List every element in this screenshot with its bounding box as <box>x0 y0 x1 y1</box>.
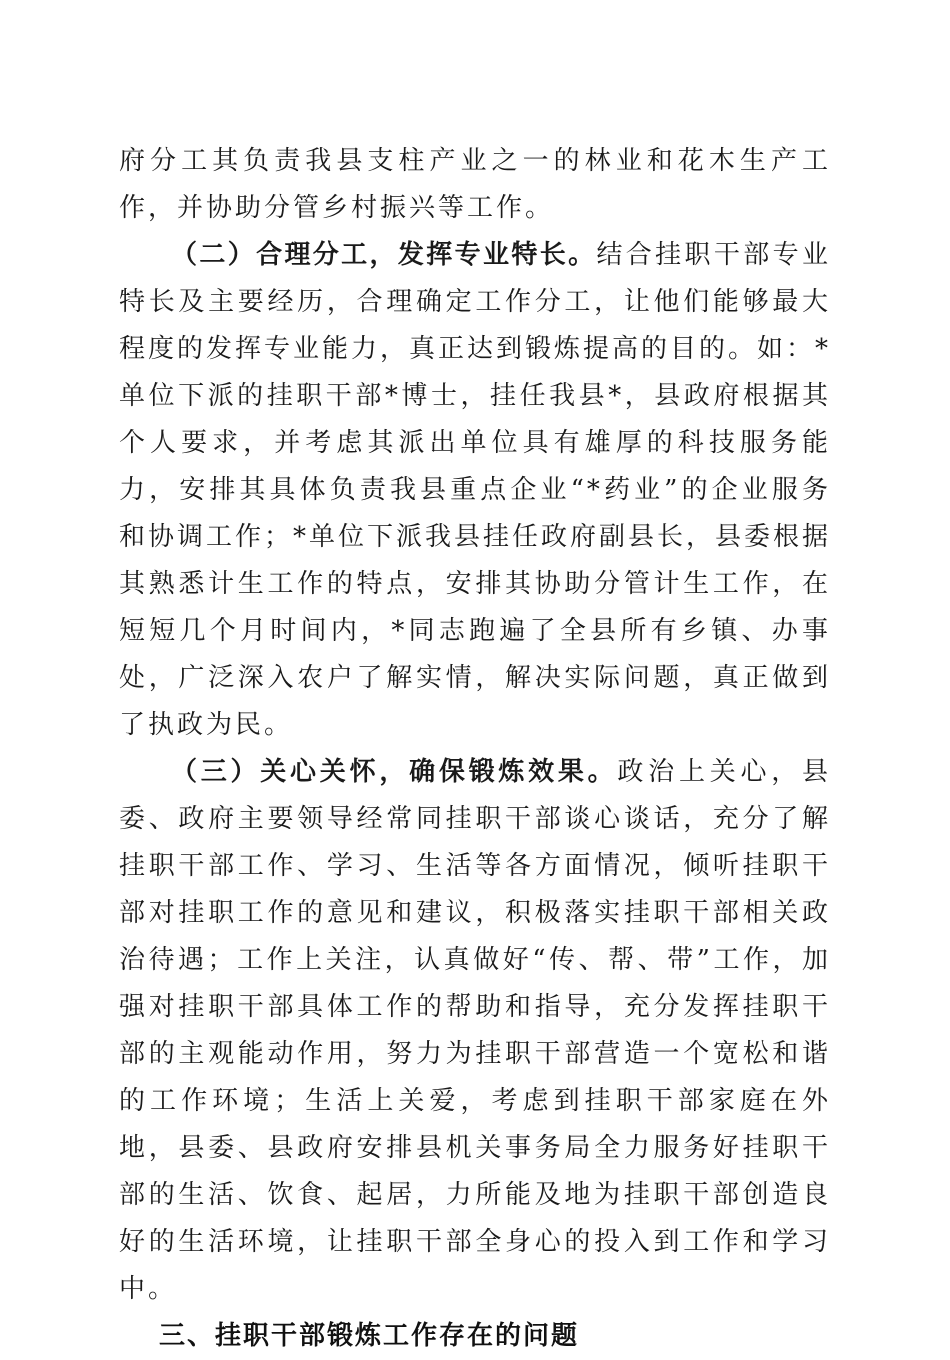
paragraph-lead: （二）合理分工，发挥专业特长。 <box>171 240 597 270</box>
paragraph-continuation <box>119 138 831 232</box>
paragraph-text: 政治上关心，县委、政府主要领导经常同挂职干部谈心谈话，充分了解挂职干部工作、学习、生活等各方面情况，倾听挂职干部对挂职工作的意见和建议，积极落实挂职干部相关政治待遇；工作上关注，认真做好“传、帮、带”工作，加强对挂职干部具体工作的帮助和指导，充分发挥挂职干部的主观能动作用，努力为挂职干部营造一个宽松和谐的工作环境；生活上关爱，考虑到挂职干部家庭在外地，县委、县政府安排县机关事务局全力服务好挂职干部的生活、饮食、起居，力所能及地为挂职干部创造良好的生活环境，让挂职干部全身心的投入到工作和学习中。 <box>119 757 831 1304</box>
paragraph-text: 府分工其负责我县支柱产业之一的林业和花木生产工作，并协助分管乡村振兴等工作。 <box>119 146 831 223</box>
document-body <box>119 138 831 1360</box>
section-heading: 三、挂职干部锻炼工作存在的问题 <box>159 1321 580 1351</box>
paragraph-division-of-work <box>119 232 831 749</box>
paragraph-lead: （三）关心关怀，确保锻炼效果。 <box>171 757 618 787</box>
paragraph-text: 结合挂职干部专业特长及主要经历，合理确定工作分工，让他们能够最大程度的发挥专业能力，真正达到锻炼提高的目的。如：*单位下派的挂职干部*博士，挂任我县*，县政府根据其个人要求，并考虑其派出单位具有雄厚的科技服务能力，安排其具体负责我县重点企业“*药业”的企业服务和协调工作；*单位下派我县挂任政府副县长，县委根据其熟悉计生工作的特点，安排其协助分管计生工作，在短短几个月时间内，*同志跑遍了全县所有乡镇、办事处，广泛深入农户了解实情，解决实际问题，真正做到了执政为民。 <box>119 240 832 740</box>
paragraph-care-and-support <box>119 749 831 1313</box>
